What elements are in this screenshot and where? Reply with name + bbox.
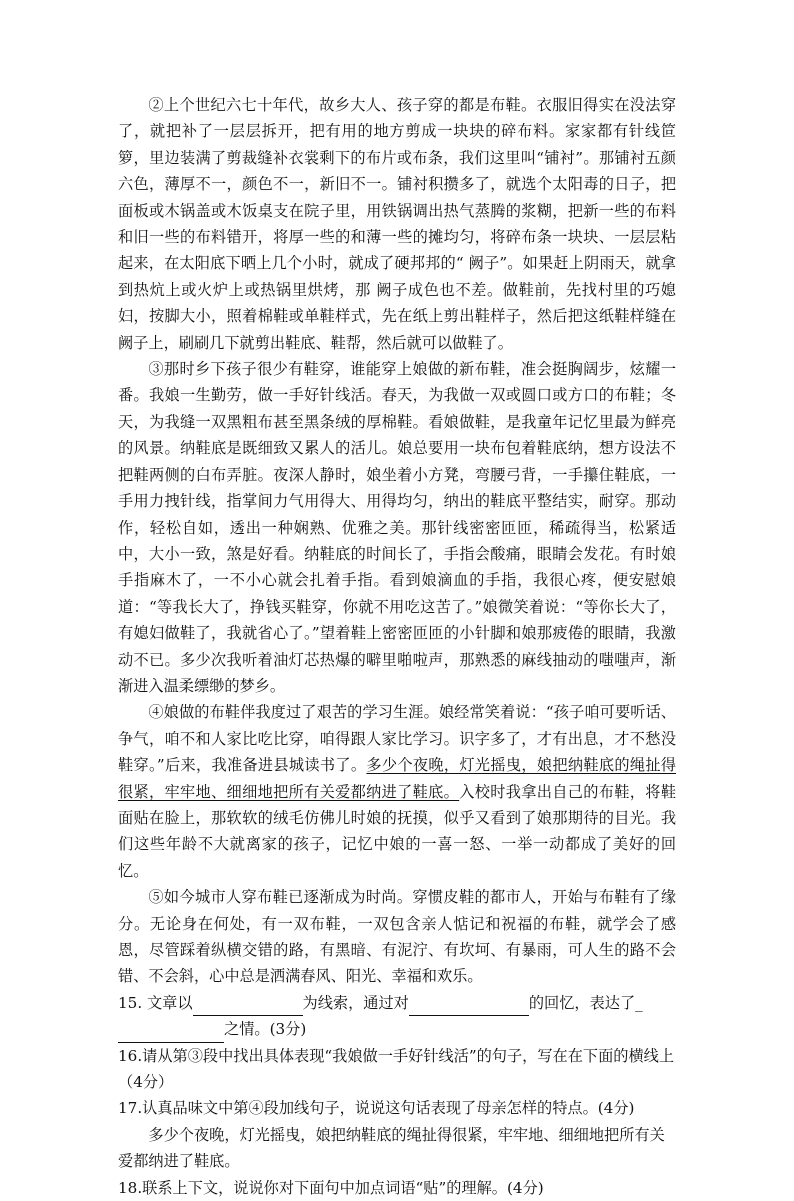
- q15-part-c: 的回忆，表达了_: [528, 993, 643, 1012]
- q15-part-a: 15. 文章以: [118, 993, 193, 1012]
- paragraph-5: ⑤如今城市人穿布鞋已逐渐成为时尚。穿惯皮鞋的都市人，开始与布鞋有了缘分。无论身在何处，有一双布鞋，一双包含亲人惦记和祝福的布鞋，就学会了感恩，尽管踩着纵横交错的路，有黑暗、有泥泞、有坎坷、有暴雨，可人生的路不会错、不会斜，心中总是洒满春风、阳光、幸福和欢乐。: [118, 888, 676, 986]
- document-page: [118, 92, 676, 1201]
- paragraph-2: ②上个世纪六七十年代，故乡大人、孩子穿的都是布鞋。衣服旧得实在没法穿了，就把补了一层层拆开，把有用的地方剪成一块块的碎布料。家家都有针线笸箩，里边装满了剪裁缝补衣裳剩下的布片或布条，我们这里叫“铺衬”。那铺衬五颜六色，薄厚不一，颜色不一，新旧不一。铺衬积攒多了，就选个太阳毒的日子，把面板或木锅盖或木饭桌支在院子里，用铁锅调出热气蒸腾的浆糊，把新一些的布料和旧一些的布料错开，将厚一些的和薄一些的摊均匀，将碎布条一块块、一层层粘起来，在太阳底下晒上几个小时，就成了硬邦邦的“ 阙子”。如果赶上阴雨天，就拿到热炕上或火炉上或热锅里烘烤，那 阙子成色也不差。做鞋前，先找村里的巧媳妇，按脚大小，照着棉鞋或单鞋样式，先在纸上剪出鞋样子，然后把这纸鞋样缝在 阙子上，刷刷几下就剪出鞋底、鞋帮，然后就可以做鞋了。: [118, 96, 676, 352]
- question-17: 17.认真品味文中第④段加线句子，说说这句话表现了母亲怎样的特点。(4分): [118, 1099, 635, 1118]
- underlined-sentence: 多少个夜晚，灯光摇曳，娘把纳鞋底的绳扯得很紧，牢牢地、细细地把所有关爱都纳进了鞋底。: [118, 756, 677, 801]
- answer-blank-clue[interactable]: [193, 997, 303, 1016]
- paragraph-4-pre: ④娘做的布鞋伴我度过了艰苦的学习生涯。娘经常笑着说：“孩子咱可要听话、争气，咱不和人家比吃比穿，咱得跟人家比学习。识字多了，才有出息，才不愁没鞋穿。”后来，我准备进县城读书了。: [118, 703, 676, 775]
- q15-part-d: 之情。(3分): [224, 1020, 307, 1039]
- paragraph-4: [118, 699, 676, 884]
- paragraph-3: ③那时乡下孩子很少有鞋穿，谁能穿上娘做的新布鞋，准会挺胸阔步，炫耀一番。我娘一生勤劳，做一手好针线活。春天，为我做一双或圆口或方口的布鞋；冬天，为我缝一双黑粗布甚至黑条绒的厚棉鞋。看娘做鞋，是我童年记忆里最为鲜亮的风景。纳鞋底是既细致又累人的活儿。娘总要用一块布包着鞋底纳，想方设法不把鞋两侧的白布弄脏。夜深人静时，娘坐着小方凳，弯腰弓背，一手攥住鞋底，一手用力拽针线，指掌间力气用得大、用得均匀，纳出的鞋底平整结实，耐穿。那动作，轻松自如，透出一种娴熟、优雅之美。那针线密密匝匝，稀疏得当，松紧适中，大小一致，煞是好看。纳鞋底的时间长了，手指会酸痛，眼睛会发花。有时娘手指麻木了，一不小心就会扎着手指。看到娘滴血的手指，我很心疼，便安慰娘道：“等我长大了，挣钱买鞋穿，你就不用吃这苦了。”娘微笑着说：“等你长大了，有媳妇做鞋了，我就省心了。”望着鞋上密密匝匝的小针脚和娘那疲倦的眼睛，我激动不已。多少次我听着油灯芯热爆的噼里啪啦声，那熟悉的麻线抽动的嗤嗤声，渐渐进入温柔缥缈的梦乡。: [118, 360, 676, 695]
- question-16: 16.请从第③段中找出具体表现“我娘做一手好针线活”的句子，写在在下面的横线上（4分）: [118, 1046, 675, 1092]
- question-17-quote: 多少个夜晚，灯光摇曳，娘把纳鞋底的绳扯得很紧，牢牢地、细细地把所有关爱都纳进了鞋底。: [118, 1125, 665, 1171]
- q15-part-b: 为线索，通过对: [302, 993, 409, 1012]
- answer-blank-object[interactable]: [409, 997, 529, 1016]
- paragraph-4-post: 入校时我拿出自己的布鞋，将鞋面贴在脸上，那软软的绒毛仿佛儿时娘的抚摸，似乎又看到了娘那期待的目光。我们这些年龄不大就离家的孩子，记忆中娘的一喜一怒、一举一动都成了美好的回忆。: [118, 782, 677, 880]
- question-18: 18.联系上下文，说说你对下面句中加点词语“贴”的理解。(4分): [118, 1178, 544, 1197]
- question-15: [118, 990, 676, 1043]
- answer-blank-emotion[interactable]: [118, 1024, 224, 1043]
